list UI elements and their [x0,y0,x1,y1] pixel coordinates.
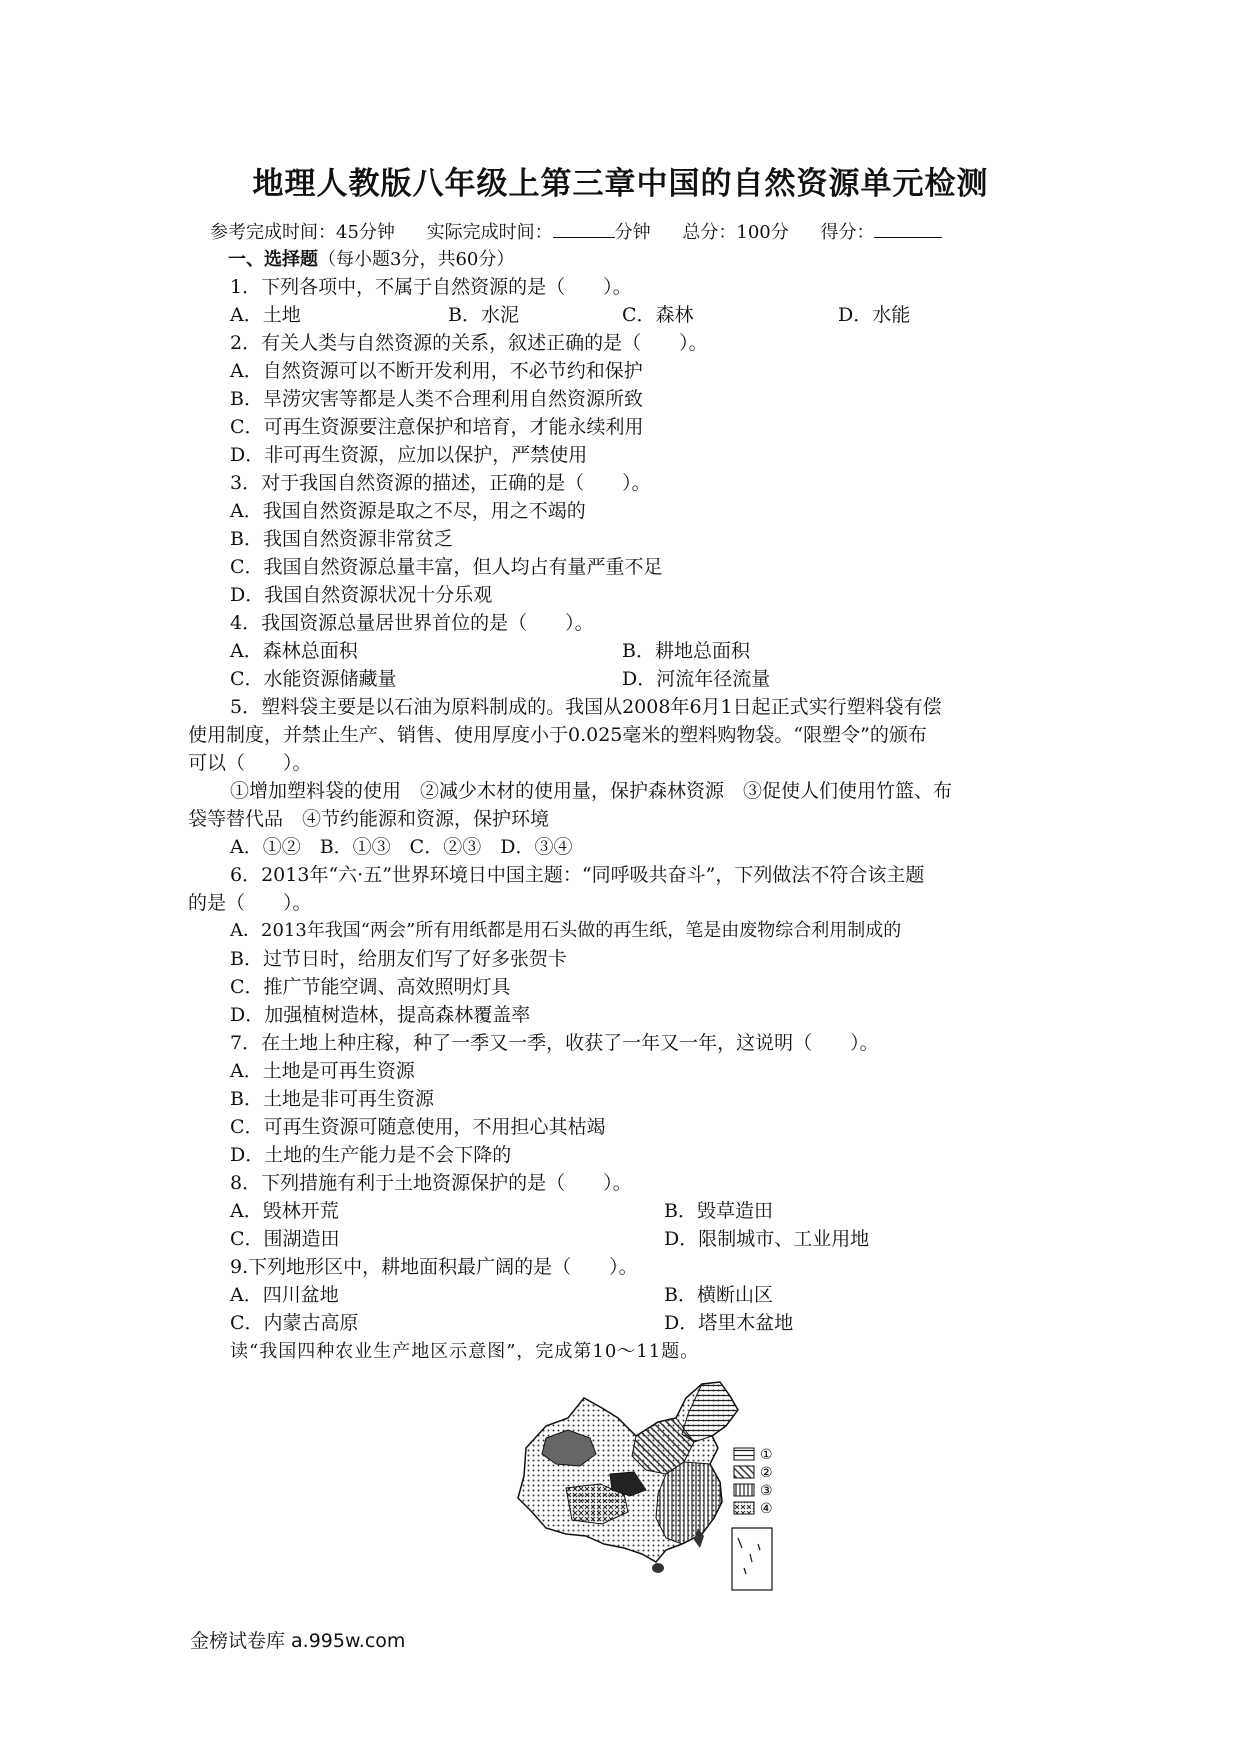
q4-option-a: A．森林总面积 [230,640,358,662]
q8-option-b: B．毁草造田 [664,1200,773,1222]
q1-option-d: D．水能 [838,304,911,326]
q7-stem: 7．在土地上种庄稼，种了一季又一季，收获了一年又一年，这说明（ ）。 [230,1032,879,1054]
q9-stem: 9.下列地形区中，耕地面积最广阔的是（ ）。 [230,1256,638,1278]
q7-option-a: A．土地是可再生资源 [230,1060,415,1082]
q5-items-line1: ①增加塑料袋的使用 ②减少木材的使用量，保护森林资源 ③促使人们使用竹篮、布 [230,780,953,802]
map-legend [734,1447,773,1517]
reference-time: 参考完成时间：45分钟 [210,222,395,243]
q2-option-a: A．自然资源可以不断开发利用，不必节约和保护 [230,360,643,382]
q4-option-b: B．耕地总面积 [622,640,750,662]
q6-option-a: A．2013年我国“两会”所有用纸都是用石头做的再生纸，笔是由废物综合利用制成的 [230,920,902,941]
q2-option-b: B．旱涝灾害等都是人类不合理利用自然资源所致 [230,388,643,410]
score-label: 得分： [820,222,875,243]
q9-option-a: A．四川盆地 [230,1284,339,1306]
q4-stem: 4．我国资源总量居世界首位的是（ ）。 [230,612,594,634]
section-heading [228,246,514,274]
q8-option-d: D．限制城市、工业用地 [664,1228,870,1250]
page-title: 地理人教版八年级上第三章中国的自然资源单元检测 [252,166,989,202]
q5-options: A．①② B．①③ C．②③ D．③④ [230,836,573,858]
q5-items-line2: 袋等替代品 ④节约能源和资源，保护环境 [188,808,550,830]
q4-option-c: C．水能资源储藏量 [230,668,397,690]
q4-option-d: D．河流年径流量 [622,668,771,690]
q3-stem: 3．对于我国自然资源的描述，正确的是（ ）。 [230,472,651,494]
legend-label-1: ① [760,1447,773,1463]
actual-time-blank[interactable] [553,219,615,238]
q6-option-d: D．加强植树造林，提高森林覆盖率 [230,1004,531,1026]
q5-stem-line3: 可以（ ）。 [188,752,312,774]
q2-option-c: C．可再生资源要注意保护和培育，才能永续利用 [230,416,644,438]
q8-option-c: C．围湖造田 [230,1228,340,1250]
q9-option-d: D．塔里木盆地 [664,1312,794,1334]
q1-option-a: A．土地 [230,304,301,326]
section-title: 一、选择题 [228,249,318,270]
legend-label-2: ② [760,1465,773,1481]
china-outline [518,1382,738,1573]
q2-stem: 2．有关人类与自然资源的关系，叙述正确的是（ ）。 [230,332,708,354]
q3-option-d: D．我国自然资源状况十分乐观 [230,584,493,606]
total-score: 总分：100分 [682,222,789,243]
q1-option-b: B．水泥 [448,304,519,326]
q5-stem-line2: 使用制度，并禁止生产、销售、使用厚度小于0.025毫米的塑料购物袋。“限塑令”的颁布 [188,724,927,746]
q8-option-a: A．毁林开荒 [230,1200,339,1222]
q2-option-d: D．非可再生资源，应加以保护，严禁使用 [230,444,588,466]
q6-stem-line1: 6．2013年“六·五”世界环境日中国主题：“同呼吸共奋斗”，下列做法不符合该主题 [230,864,925,886]
q9-option-b: B．横断山区 [664,1284,773,1306]
q1-option-c: C．森林 [622,304,694,326]
map-instruction: 读“我国四种农业生产地区示意图”，完成第10～11题。 [230,1341,700,1362]
q9-option-c: C．内蒙古高原 [230,1312,359,1334]
q3-option-b: B．我国自然资源非常贫乏 [230,528,453,550]
south-china-sea-inset [732,1528,772,1590]
agriculture-regions-map [506,1378,816,1596]
q6-option-b: B．过节日时，给朋友们写了好多张贺卡 [230,948,567,970]
actual-time-unit: 分钟 [614,222,651,243]
legend-label-3: ③ [760,1483,773,1499]
q3-option-a: A．我国自然资源是取之不尽，用之不竭的 [230,500,586,522]
score-blank[interactable] [874,219,942,238]
q7-option-c: C．可再生资源可随意使用，不用担心其枯竭 [230,1116,606,1138]
q1-stem: 1．下列各项中，不属于自然资源的是（ ）。 [230,276,632,298]
q7-option-d: D．土地的生产能力是不会下降的 [230,1144,512,1166]
q7-option-b: B．土地是非可再生资源 [230,1088,434,1110]
q6-option-c: C．推广节能空调、高效照明灯具 [230,976,511,998]
section-note: （每小题3分，共60分） [318,249,515,270]
q5-stem-line1: 5．塑料袋主要是以石油为原料制成的。我国从2008年6月1日起正式实行塑料袋有偿 [230,696,942,718]
footer-source: 金榜试卷库 a.995w.com [190,1630,406,1652]
legend-label-4: ④ [760,1501,773,1517]
q6-stem-line2: 的是（ ）。 [188,892,312,914]
actual-time-label: 实际完成时间： [426,222,553,243]
q8-stem: 8．下列措施有利于土地资源保护的是（ ）。 [230,1172,632,1194]
q3-option-c: C．我国自然资源总量丰富，但人均占有量严重不足 [230,556,663,578]
exam-meta [210,218,942,244]
